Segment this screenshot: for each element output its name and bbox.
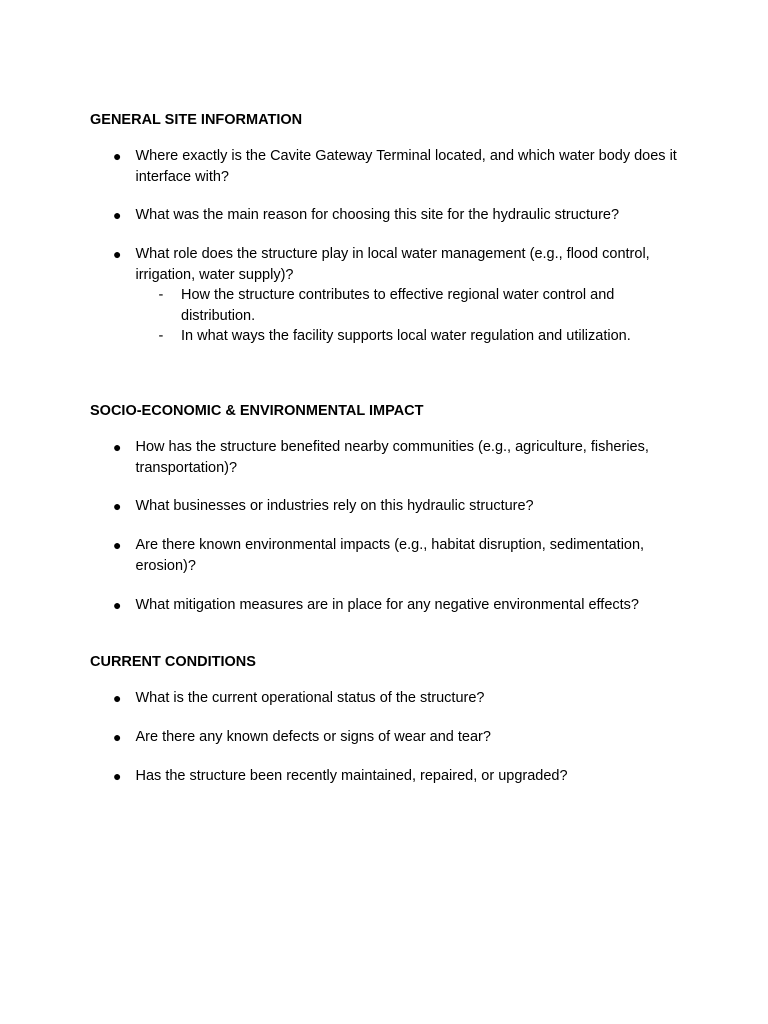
list-item — [90, 244, 690, 347]
list-item-text: Are there known environmental impacts (e.g., habitat disruption, sedimentation, erosion)? — [135, 537, 645, 574]
section-heading-socio-economic-environmental-impact: SOCIO-ECONOMIC & ENVIRONMENTAL IMPACT — [90, 403, 424, 419]
sub-list-item-text: In what ways the facility supports local water regulation and utilization. — [181, 328, 631, 344]
list-item — [90, 535, 690, 576]
bullet-icon: ● — [113, 246, 122, 262]
sub-list-item — [136, 326, 636, 347]
list-item — [90, 688, 690, 709]
list-item-text: Where exactly is the Cavite Gateway Terminal located, and which water body does it interface with? — [135, 148, 677, 185]
list-item-text: How has the structure benefited nearby communities (e.g., agriculture, fisheries, transportation)? — [135, 439, 649, 476]
list-item — [90, 146, 690, 187]
bullet-icon: ● — [113, 768, 122, 784]
bullet-icon: ● — [113, 498, 122, 514]
section-heading-general-site-information: GENERAL SITE INFORMATION — [90, 112, 303, 128]
dash-icon: - — [158, 328, 164, 344]
bullet-icon: ● — [113, 439, 122, 455]
bullet-icon: ● — [113, 207, 122, 223]
sub-list-item-text: How the structure contributes to effective regional water control and distribution. — [181, 287, 615, 324]
bullet-icon: ● — [113, 729, 122, 745]
dash-icon: - — [158, 287, 164, 303]
list-item-text: Has the structure been recently maintained, repaired, or upgraded? — [135, 768, 568, 784]
bullet-icon: ● — [113, 148, 122, 164]
list-item — [90, 496, 690, 517]
list-item — [90, 766, 690, 787]
bullet-icon: ● — [113, 690, 122, 706]
list-item — [90, 595, 690, 616]
list-item-text: Are there any known defects or signs of wear and tear? — [135, 729, 491, 745]
list-item — [90, 727, 690, 748]
list-item — [90, 205, 690, 226]
list-item-text: What mitigation measures are in place for any negative environmental effects? — [135, 597, 639, 613]
list-item — [90, 437, 690, 478]
list-item-text: What is the current operational status of the structure? — [135, 690, 485, 706]
bullet-icon: ● — [113, 537, 122, 553]
list-item-text: What businesses or industries rely on this hydraulic structure? — [135, 498, 534, 514]
bullet-icon: ● — [113, 597, 122, 613]
section-heading-current-conditions: CURRENT CONDITIONS — [90, 654, 256, 670]
list-item-text: What role does the structure play in local water management (e.g., flood control, irrigation, water supply)? — [135, 246, 650, 283]
list-item-text: What was the main reason for choosing this site for the hydraulic structure? — [135, 207, 620, 223]
sub-list-item — [136, 285, 636, 326]
